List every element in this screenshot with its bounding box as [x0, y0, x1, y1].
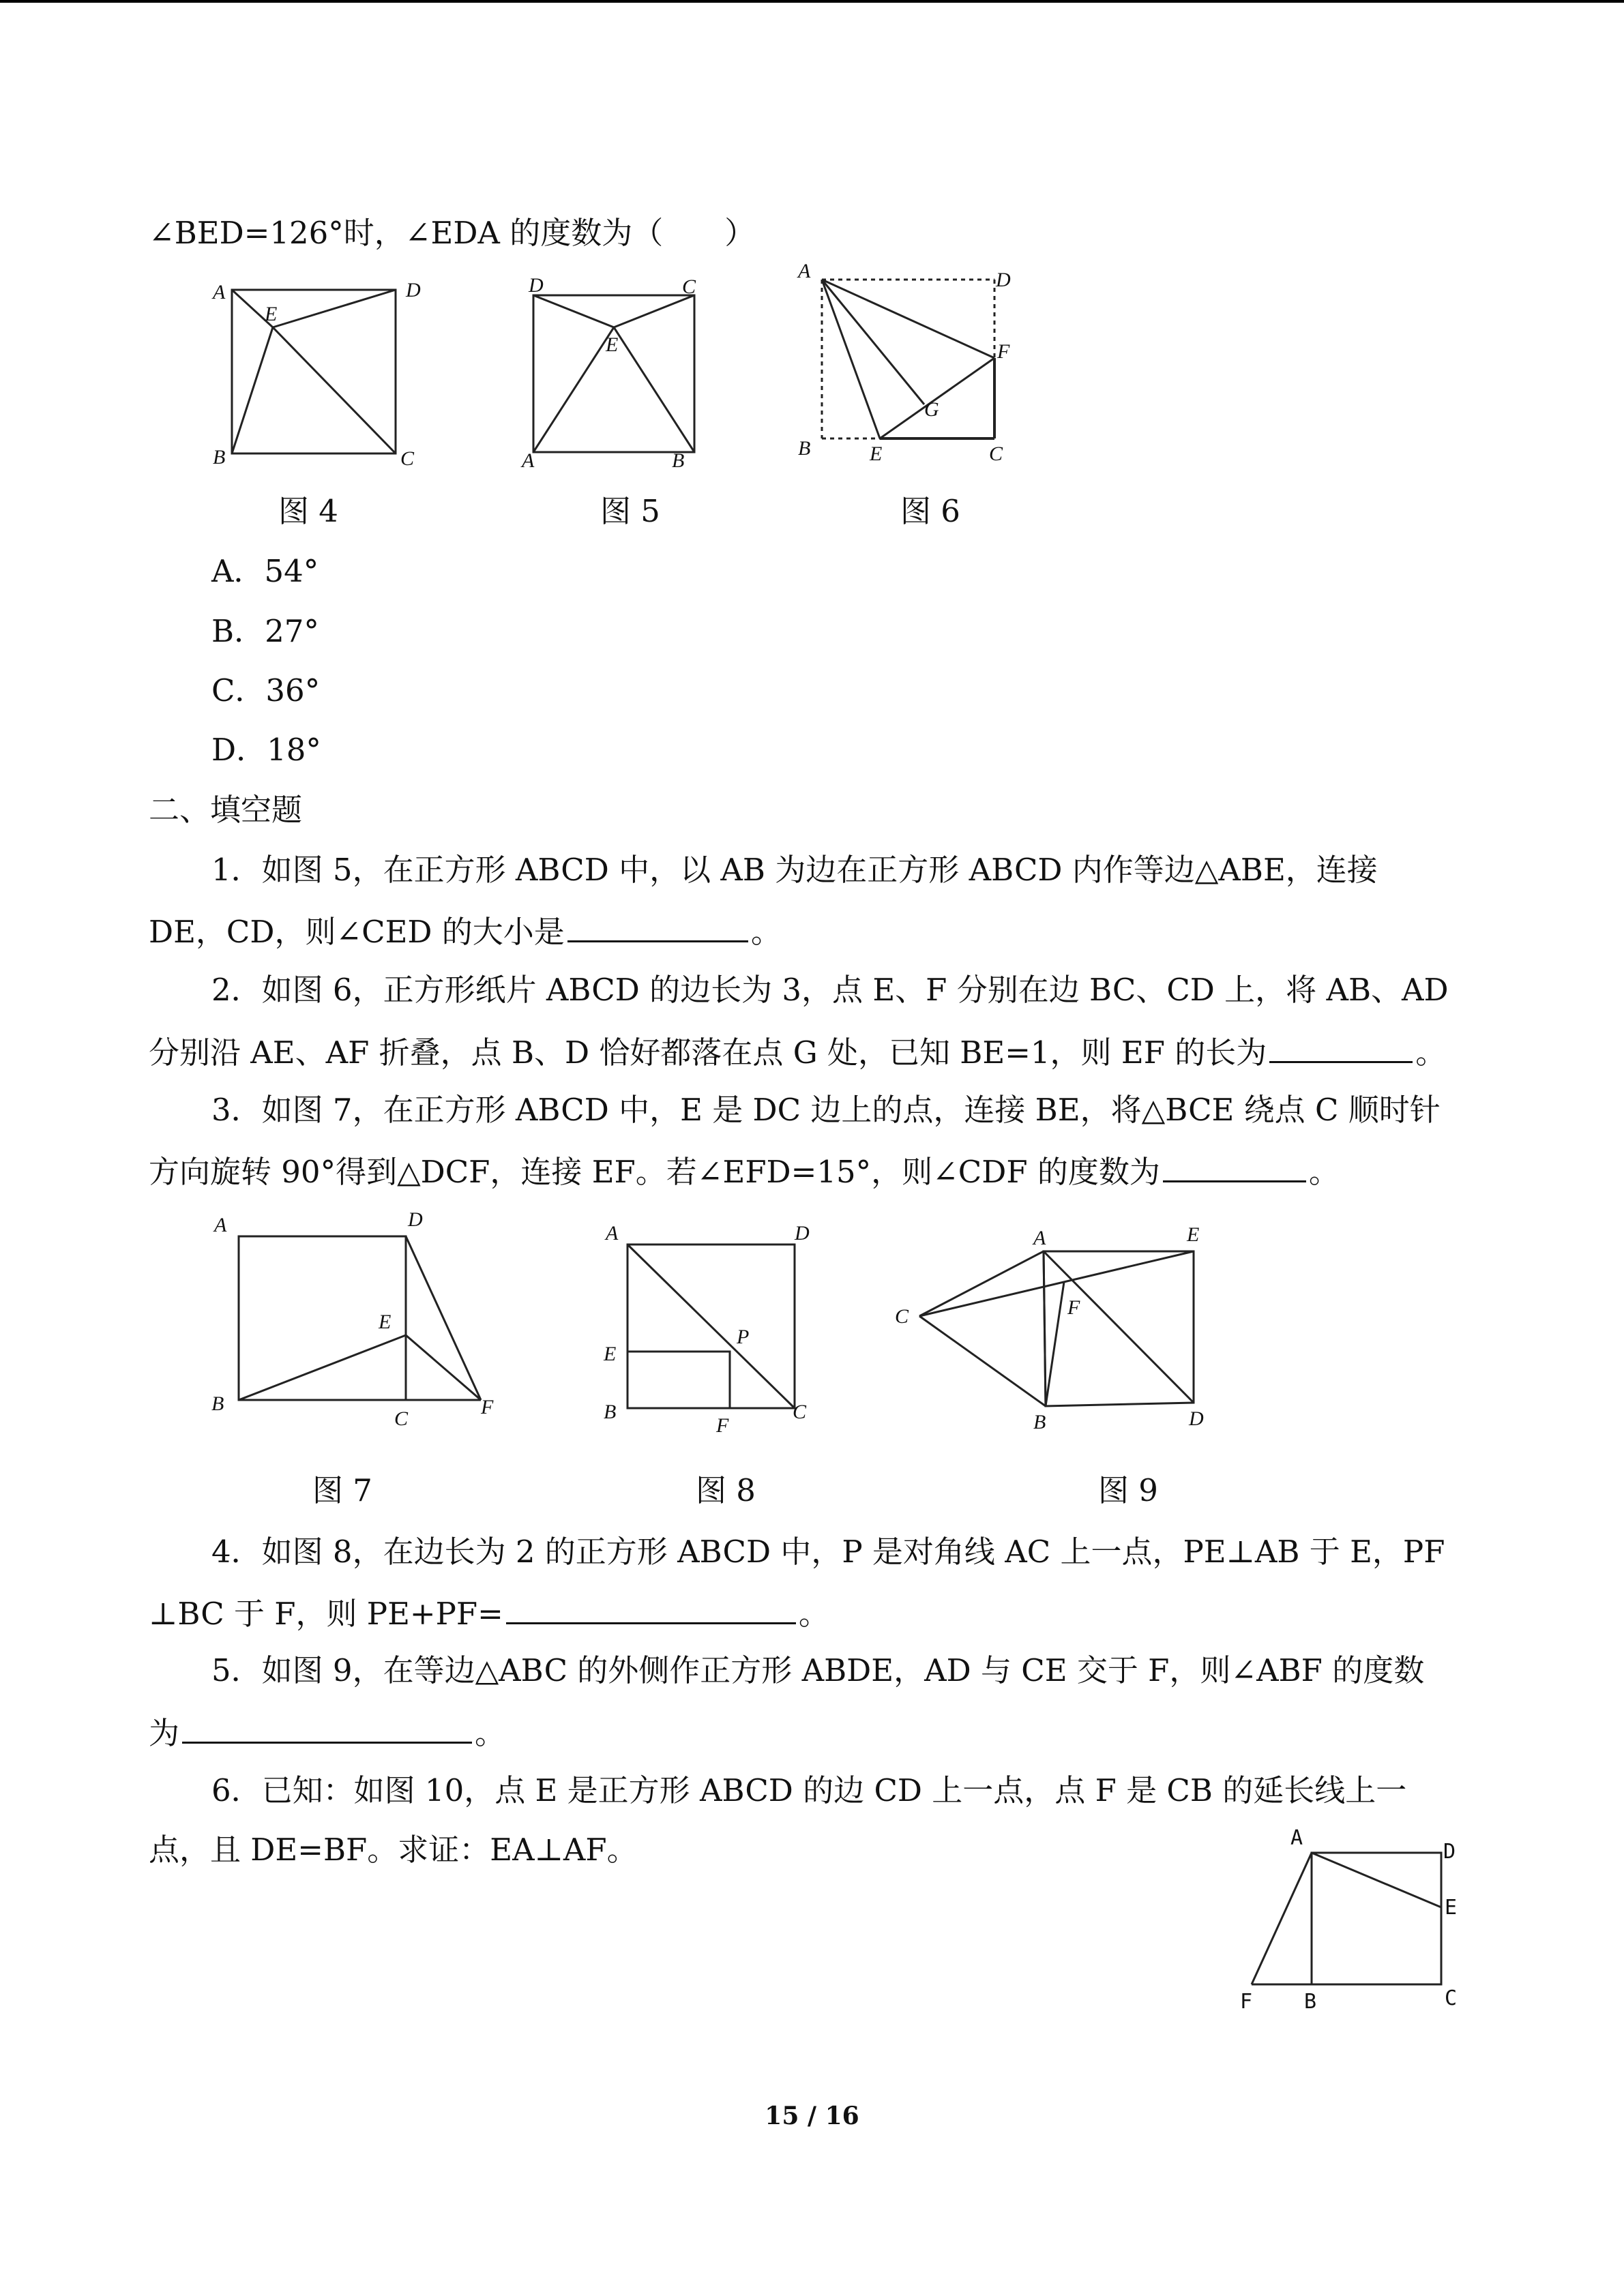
- point-label-f: F: [1240, 1990, 1253, 2014]
- question-5-text: 为: [149, 1715, 180, 1751]
- point-label-p: P: [737, 1326, 750, 1348]
- question-1-line-1: 1．如图 5，在正方形 ABCD 中，以 AB 为边在正方形 ABCD 内作等边△ABE，连接: [211, 852, 1378, 888]
- figure-8: [593, 1214, 825, 1446]
- point-label-c: C: [400, 447, 415, 470]
- question-5-line-2: [149, 1710, 505, 1754]
- question-2-line-1: 2．如图 6，正方形纸片 ABCD 的边长为 3，点 E、F 分别在边 BC、CD 上，将 AB、AD: [211, 972, 1449, 1008]
- period: 。: [798, 1596, 829, 1632]
- point-label-d: D: [408, 1208, 423, 1231]
- figure-5-caption: 图 5: [600, 493, 660, 529]
- point-label-b: B: [211, 1392, 224, 1415]
- point-label-d: D: [996, 269, 1011, 291]
- question-5-line-1: 5．如图 9，在等边△ABC 的外侧作正方形 ABDE，AD 与 CE 交于 F，则∠ABF 的度数: [211, 1652, 1425, 1688]
- question-2-text: 分别沿 AE、AF 折叠，点 B、D 恰好都落在点 G 处，已知 BE=1，则 EF 的长为: [149, 1034, 1267, 1071]
- point-label-c: C: [1445, 1986, 1458, 2010]
- answer-blank: [506, 1591, 796, 1624]
- point-label-d: D: [529, 274, 544, 297]
- option-a: A．54°: [211, 553, 319, 589]
- point-label-f: F: [481, 1396, 494, 1418]
- point-label-b: B: [213, 446, 226, 468]
- point-label-f: F: [1067, 1296, 1080, 1319]
- point-label-c: C: [682, 275, 696, 298]
- figure-7-caption: 图 7: [312, 1472, 372, 1508]
- question-4-line-2: [149, 1591, 829, 1635]
- point-label-a: A: [214, 1214, 227, 1236]
- question-3-text: 方向旋转 90°得到△DCF，连接 EF。若∠EFD=15°，则∠CDF 的度数为: [149, 1154, 1160, 1190]
- question-4-line-1: 4．如图 8，在边长为 2 的正方形 ABCD 中，P 是对角线 AC 上一点，PE⊥AB 于 E，PF: [211, 1534, 1445, 1570]
- figure-7: [205, 1206, 518, 1437]
- point-label-e: E: [606, 333, 619, 356]
- figure-6: [791, 260, 1023, 474]
- point-label-c: C: [394, 1407, 409, 1430]
- option-c: C．36°: [211, 672, 321, 709]
- point-label-c: C: [793, 1401, 807, 1423]
- question-1-line-2: [149, 909, 782, 953]
- question-3-line-2: [149, 1149, 1340, 1193]
- page-top-border: [0, 0, 1624, 3]
- point-label-e: E: [1445, 1896, 1458, 1920]
- period: 。: [1415, 1034, 1447, 1071]
- point-label-g: G: [924, 398, 939, 421]
- point-label-d: D: [406, 279, 421, 301]
- option-b: B．27°: [211, 613, 319, 649]
- point-label-e: E: [265, 303, 278, 325]
- point-label-a: A: [213, 281, 226, 303]
- point-label-f: F: [997, 340, 1010, 363]
- point-label-a: A: [1290, 1826, 1303, 1850]
- point-label-a: A: [1033, 1227, 1046, 1249]
- figure-9: [887, 1214, 1228, 1446]
- page-number: 15 / 16: [765, 2102, 859, 2130]
- point-label-c: C: [895, 1305, 909, 1328]
- point-label-e: E: [870, 443, 883, 465]
- point-label-e: E: [379, 1311, 392, 1333]
- figure-4-caption: 图 4: [278, 493, 338, 529]
- answer-blank: [1163, 1149, 1306, 1182]
- figure-5: [518, 273, 723, 477]
- period: 。: [750, 914, 782, 950]
- question-tail: ∠BED=126°时，∠EDA 的度数为（ ）: [149, 215, 756, 251]
- question-2-line-2: [149, 1030, 1446, 1073]
- point-label-e: E: [1187, 1223, 1200, 1246]
- figure-10: [1228, 1828, 1473, 2015]
- period: 。: [1308, 1154, 1340, 1190]
- period: 。: [475, 1715, 506, 1751]
- point-label-d: D: [1189, 1407, 1204, 1430]
- point-label-a: A: [798, 260, 811, 282]
- figure-6-caption: 图 6: [900, 493, 960, 529]
- point-label-d: D: [1443, 1840, 1456, 1864]
- option-d: D．18°: [211, 732, 321, 768]
- figure-8-caption: 图 8: [696, 1472, 756, 1508]
- point-label-e: E: [604, 1343, 617, 1365]
- point-label-f: F: [716, 1414, 729, 1437]
- answer-blank: [182, 1710, 472, 1744]
- point-label-b: B: [672, 449, 685, 472]
- point-label-b: B: [798, 437, 811, 460]
- question-3-line-1: 3．如图 7，在正方形 ABCD 中，E 是 DC 边上的点，连接 BE，将△BCE 绕点 C 顺时针: [211, 1092, 1441, 1128]
- point-label-b: B: [1033, 1411, 1046, 1433]
- point-label-d: D: [795, 1222, 810, 1244]
- point-label-b: B: [604, 1401, 617, 1423]
- section-heading: 二、填空题: [149, 792, 303, 828]
- answer-blank: [567, 909, 748, 942]
- point-label-b: B: [1304, 1990, 1317, 2014]
- point-label-a: A: [606, 1222, 619, 1244]
- figure-9-caption: 图 9: [1098, 1472, 1158, 1508]
- question-4-text: ⊥BC 于 F，则 PE+PF=: [149, 1596, 503, 1632]
- question-1-text: DE，CD，则∠CED 的大小是: [149, 914, 565, 950]
- point-label-c: C: [989, 443, 1003, 465]
- point-label-a: A: [522, 449, 535, 472]
- figure-4: [205, 273, 423, 477]
- answer-blank: [1269, 1030, 1413, 1063]
- question-6-line-2: 点，且 DE=BF。求证：EA⊥AF。: [149, 1832, 638, 1868]
- question-6-line-1: 6．已知：如图 10，点 E 是正方形 ABCD 的边 CD 上一点，点 F 是 CB 的延长线上一: [211, 1772, 1407, 1808]
